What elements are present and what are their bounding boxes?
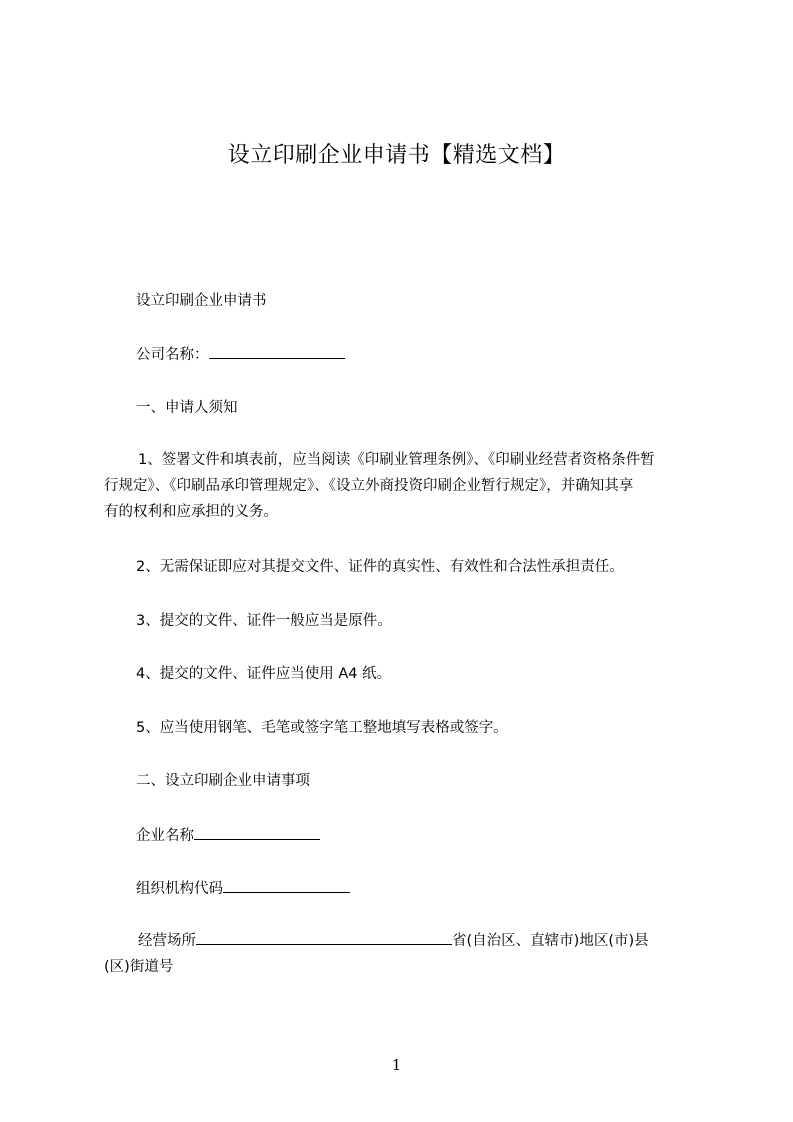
- notice-4: 4、提交的文件、证件应当使用 A4 纸。: [136, 666, 392, 682]
- document-subtitle: 设立印刷企业申请书: [136, 293, 267, 309]
- document-title: 设立印刷企业申请书【精选文档】: [227, 143, 566, 168]
- section2-heading: 二、设立印刷企业申请事项: [136, 773, 310, 789]
- business-place-suffix-line1: 省(自治区、直辖市)地区(市)县: [452, 933, 649, 949]
- notice-2: 2、无需保证即应对其提交文件、证件的真实性、有效性和合法性承担责任。: [136, 559, 624, 575]
- business-place: [104, 928, 724, 980]
- enterprise-name-label: 企业名称: [136, 828, 194, 844]
- notice-3: 3、提交的文件、证件一般应当是原件。: [136, 613, 392, 629]
- business-place-suffix-line2: (区)街道号: [104, 959, 174, 975]
- company-name-line: [136, 344, 345, 365]
- business-place-blank[interactable]: [196, 930, 452, 945]
- enterprise-name-blank[interactable]: [194, 825, 320, 840]
- company-name-blank[interactable]: [209, 344, 345, 359]
- org-code-line: [136, 878, 350, 899]
- enterprise-name-line: [136, 825, 320, 846]
- org-code-label: 组织机构代码: [136, 881, 223, 897]
- section1-heading: 一、申请人须知: [136, 400, 238, 416]
- notice-1-line2: 行规定》、《印刷品承印管理规定》、《设立外商投资印刷企业暂行规定》，并确知其享: [104, 478, 634, 494]
- notice-1-line3: 有的权利和应承担的义务。: [104, 504, 278, 520]
- notice-1-line1: 1、签署文件和填表前，应当阅读《印刷业管理条例》、《印刷业经营者资格条件暂: [138, 452, 655, 468]
- company-name-label: 公司名称：: [136, 347, 209, 363]
- org-code-blank[interactable]: [223, 878, 350, 893]
- notice-1: [104, 447, 724, 525]
- business-place-label: 经营场所: [138, 933, 196, 949]
- notice-5: 5、应当使用钢笔、毛笔或签字笔工整地填写表格或签字。: [136, 720, 508, 736]
- page-number: 1: [391, 1056, 402, 1074]
- business-place-line1: [104, 928, 649, 954]
